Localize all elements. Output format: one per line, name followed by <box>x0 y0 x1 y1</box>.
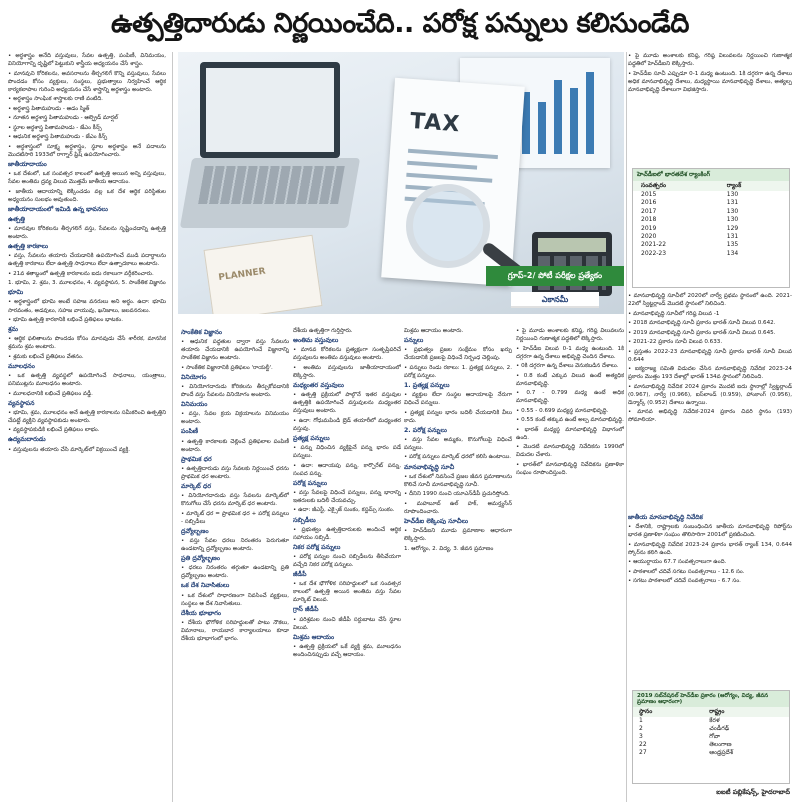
section-heading: గ్రాస్ జీడీపీ <box>293 606 319 614</box>
paragraph: • 2019 మానవాభివృద్ధి సూచీ ప్రకారం భారత్ సూచీ విలువ 0.645. <box>628 329 792 337</box>
table-cell: తెలంగాణ <box>709 741 732 748</box>
column-1 <box>8 52 166 802</box>
table-cell: 130 <box>726 191 739 198</box>
sub-heading: శ్రమ <box>8 326 18 334</box>
paragraph: • ఒక దేశంలో సాధారణంగా నివసించే వ్యక్తులు, సంస్థలు ఆ దేశ నివాసితులు. <box>181 592 289 608</box>
paragraph: • పరిశ్రమల నుంచి జీడీపీ సర్దుబాటు చేసే స్థూల విలువ. <box>293 616 401 632</box>
table-row <box>633 199 789 207</box>
paragraph: • అర్థశాస్త్రం సాంఘిక శాస్త్రాలకు రాణి వంటిది. <box>8 95 166 103</box>
table-cell: 1 <box>639 717 643 724</box>
table-cell: 135 <box>726 241 739 249</box>
table-row <box>633 216 789 224</box>
author-credit: ఐఐటీ పబ్లికేషన్స్, హైదరాబాద్ <box>716 788 790 796</box>
paragraph: • భూమి, శ్రమ, మూలధనం అనే ఉత్పత్తి కారకాలను సమీకరించి ఉత్పత్తిని చేపట్టే వ్యక్తిని వ్యవస్థాపకుడు అంటారు. <box>8 409 166 425</box>
section-heading: పంపిణీ <box>181 428 199 436</box>
column-7 <box>628 292 792 510</box>
table-cell: 2020 <box>641 233 657 241</box>
paragraph: • నూతన అర్థశాస్త్ర పితామహుడు - ఆల్ఫ్రెడ్ మార్షల్ <box>8 114 166 122</box>
table-cell: 22 <box>639 741 647 748</box>
table-cell: 3 <box>639 733 643 740</box>
table-row <box>633 749 789 757</box>
column-5 <box>516 327 624 802</box>
section-heading: 1. ప్రత్యక్ష పన్నులు <box>404 381 450 389</box>
paragraph: • భారత్‌లో మానవాభివృద్ధి నివేదికను ప్రణాళికా సంఘం రూపొందిస్తుంది. <box>516 461 624 477</box>
section-heading: పన్నులు <box>404 337 424 345</box>
paragraph: • అర్థశాస్త్రంలో భూమి అంటే సహజ వనరులు అని అర్థం. ఉదా: భూమి సారవంతం, అడవులు, సహజ వాయువు, ఖనిజాలు, జలవనరులు. <box>8 298 166 314</box>
paragraph: • స్థూల అర్థశాస్త్ర పితామహుడు - జేఎం కీన్స్ <box>8 124 166 132</box>
paragraph: • వస్తు, సేవలను తయారు చేయడానికి ఉపయోగించే ముడి పదార్థాలను ఉత్పత్తి కారకాలు లేదా ఉత్పత్తి సాధనాలు లేదా ఉత్పాదకాలు అంటారు. <box>8 252 166 268</box>
table-cell: ఆంధ్రప్రదేశ్ <box>709 749 734 756</box>
paragraph: • అంతిమ వస్తువులను జాతీయాదాయంలో లెక్కిస్తారు. <box>293 364 401 380</box>
table-cell: చండీగఢ్ <box>709 725 730 732</box>
table-cell: 134 <box>726 249 739 257</box>
paragraph: • దేశానికి, రాష్ట్రాలకు సంబంధించిన జాతీయ మానవాభివృద్ధి రిపోర్ట్‌ను భారత ప్రణాళికా సంఘం తొలిసారిగా 2001లో ప్రకటించింది. <box>628 523 792 539</box>
paragraph: • పరోక్ష పన్నుల నుంచి సబ్సిడీలను తీసివేయగా వచ్చేది నికర పరోక్ష పన్నులు. <box>293 553 401 569</box>
table-cell: 129 <box>726 224 739 232</box>
paragraph: • శ్రమకు లభించే ప్రతిఫలం వేతనం. <box>8 353 166 361</box>
paragraph: • మహబూబ్ ఉల్ హక్, అమర్త్యసేన్ రూపొందించారు. <box>404 500 512 516</box>
paragraph: • మానవ అభివృద్ధి నివేదిక-2024 ప్రకారం చివరి స్థానం (193) సోమాలియా. <box>628 408 792 424</box>
paragraph: • ఆధునిక అర్థశాస్త్ర పితామహుడు - జేఎం కీన్స్ <box>8 133 166 141</box>
sub-heading: ఉత్పత్తి కారకాలు <box>8 243 49 251</box>
paragraph: • మార్కెట్ ధర = ప్రాథమిక ధర + పరోక్ష పన్నులు - సబ్సిడీలు <box>181 510 289 526</box>
section-heading: ప్రత్యక్ష పన్నులు <box>293 434 330 442</box>
table-row <box>633 233 789 241</box>
paragraph: 1. భూమి, 2. శ్రమ, 3. మూలధనం, 4. వ్యవస్థాపన, 5. సాంకేతిక విజ్ఞానం <box>8 280 166 287</box>
table-row <box>633 241 789 249</box>
paragraph: దేశీయ ఉత్పత్తిగా గుర్తిస్తారు. <box>293 328 353 334</box>
planner-label: PLANNER <box>217 266 267 284</box>
table-cell: 2 <box>639 725 643 732</box>
paragraph: • అర్థశాస్త్రం అనేది వస్తువులు, సేవల ఉత్పత్తి, పంపిణీ, వినిమయం, వినియోగాన్ని దృష్టిలో పెట్టుకుని శాస్త్రీయ అధ్యయనం చేసే శాస్త్రం. <box>8 52 166 68</box>
paragraph: • 0కి దగ్గరగా ఉన్న దేశాలు వెనుకబడిన దేశాలు. <box>516 362 624 370</box>
paragraph: • ఉదా: ఆదాయపు పన్ను, కార్పొరేట్ పన్ను, సంపద పన్ను. <box>293 462 401 478</box>
table-row <box>633 717 789 725</box>
section-heading: అంతిమ వస్తువులు <box>293 337 339 345</box>
paragraph: • పరోక్ష పన్నులు మార్కెట్ ధరలో కలిసి ఉంటాయి. <box>404 453 512 461</box>
section-heading: నికర పరోక్ష పన్నులు <box>293 543 341 551</box>
paragraph: • 0.8 కంటే ఎక్కువ విలువ ఉంటే అత్యధిక మానవాభివృద్ధి. <box>516 372 624 388</box>
paragraph: • ఆయుర్దాయం 67.7 సంవత్సరాలుగా ఉంది. <box>628 558 792 566</box>
table-row <box>633 208 789 216</box>
paragraph: • 0.55 కంటే తక్కువ ఉంటే అల్ప మానవాభివృద్ధి. <box>516 416 624 424</box>
paragraph: • మానవాభివృద్ధి నివేదిక 2024 ప్రకారం మొదటి ఐదు స్థానాల్లో స్విట్జర్లాండ్ (0.967), నార్వే (0.966), ఐస్‌లాండ్ (0.959), హాంకాంగ్ (0.956), డెన్మార్క్ (0.952) దేశాలు ఉన్నాయి. <box>628 383 792 407</box>
paragraph: • సాంకేతిక విజ్ఞానానికి ప్రతిఫలం 'రాయల్టీ'. <box>181 364 289 372</box>
table-cell: 131 <box>726 233 739 241</box>
paragraph: • ఒక దేశంలో నివసించే ప్రజల జీవన ప్రమాణాలను కొలిచే సూచీ మానవాభివృద్ధి సూచీ. <box>404 473 512 489</box>
paragraph: • ఉత్పత్తి కారకాలకు చెల్లించే ప్రతిఫలాల పంపిణీ అంటారు. <box>181 438 289 454</box>
paragraph: • ఆర్థిక ఫలితాలను పొందడం కోసం మానవుడు చేసే శారీరక, మానసిక శ్రమను శ్రమ అంటారు. <box>8 335 166 351</box>
section-heading: జాతీయ మానవాభివృద్ధి నివేదిక <box>628 514 703 521</box>
table-header: ర్యాంక్ <box>719 181 789 191</box>
sub-heading: వ్యవస్థాపన <box>8 399 35 407</box>
laptop-icon <box>200 62 340 158</box>
paragraph: • హెచ్‌డీఐని మూడు ప్రమాణాల ఆధారంగా లెక్కిస్తారు. <box>404 527 512 543</box>
column-divider <box>626 52 627 802</box>
table-cell: 2016 <box>641 199 657 207</box>
table-row <box>633 225 789 233</box>
section-heading: ప్రతి ద్రవ్యోల్బణం <box>181 555 221 563</box>
paragraph: • హెచ్‌డీఐ విలువ 0-1 మధ్య ఉంటుంది. 1కి దగ్గరగా ఉన్న దేశాలు అభివృద్ధి చెందిన దేశాలు. <box>516 345 624 361</box>
paragraph: • పై మూడు అంశాలకు కనిష్ఠ, గరిష్ఠ విలువలను నిర్ణయించి గుణాత్మక పద్ధతిలో హెచ్‌డీఐని లెక్కిస్తారు. <box>628 52 792 68</box>
table-header: సంవత్సరం <box>633 181 719 191</box>
table-row <box>633 741 789 749</box>
paragraph: • 2018 మానవాభివృద్ధి సూచీ ప్రకారం భారత్ సూచీ విలువ 0.642. <box>628 319 792 327</box>
paragraph: • ఐక్యరాజ్య సమితి విడుదల చేసిన మానవాభివృద్ధి నివేదిక 2023-24 ప్రకారం మొత్తం 193 దేశాల్లో భారత్ 134వ స్థానంలో నిలిచింది. <box>628 365 792 381</box>
column-2 <box>181 327 289 802</box>
table-cell: గోవా <box>709 733 721 740</box>
paragraph: • ప్రత్యక్ష పన్నుల భారం బదిలీ చేయడానికి వీలు కాదు. <box>404 409 512 425</box>
section-heading: సబ్సిడీలు <box>293 516 316 524</box>
column-7-continued <box>628 512 792 688</box>
paragraph: • 2021-22 ప్రకారం సూచీ విలువ 0.633. <box>628 338 792 346</box>
section-heading: ఒక దేశ నివాసితులు <box>181 582 230 590</box>
section-heading: మానవాభివృద్ధి సూచీ <box>404 463 455 471</box>
paragraph: • ఆధునిక పద్ధతుల ద్వారా వస్తు సేవలను తయారు చేయడానికి ఉపయోగించే విజ్ఞానాన్ని సాంకేతిక విజ్ఞానం అంటారు. <box>181 338 289 362</box>
table-cell: 2015 <box>641 191 657 198</box>
paragraph: • అర్థశాస్త్రంలో సూక్ష్మ అర్థశాస్త్రం, స్థూల అర్థశాస్త్రం అనే పదాలను మొదటిసారి 1933లో రాగ్నార్ ఫ్రిష్ ఉపయోగించారు. <box>8 143 166 159</box>
table-row <box>633 250 789 258</box>
paragraph: • దీనిని 1990 నుంచి యూఎన్‌డీపీ ప్రచురిస్తోంది. <box>404 490 512 498</box>
section-heading: దేశీయ భూభాగం <box>181 609 222 617</box>
table-cell: 27 <box>639 749 647 756</box>
paragraph: • 0.7 - 0.799 మధ్య ఉంటే అధిక మానవాభివృద్ధి. <box>516 389 624 405</box>
paragraph: • ఒక దేశంలో, ఒక సంవత్సర కాలంలో ఉత్పత్తి అయిన అన్ని వస్తువులు, సేవల అంతిమ ద్రవ్య విలువ మొత్తమే జాతీయ ఆదాయం. <box>8 170 166 186</box>
paragraph: • భూమి ఉత్పత్తి కారకానికి లభించే ప్రతిఫలం భాటకం. <box>8 316 166 324</box>
paragraph: • ఒక ఉత్పత్తి వ్యవస్థలో ఉపయోగించే సాధనాలు, యంత్రాలు, పనిముట్లను మూలధనం అంటారు. <box>8 372 166 388</box>
paragraph: • పై మూడు అంశాలకు కనిష్ఠ, గరిష్ఠ విలువలను నిర్ణయించి గుణాత్మక పద్ధతిలో లెక్కిస్తారు. <box>516 327 624 343</box>
section-heading: మధ్యంతర వస్తువులు <box>293 381 344 389</box>
paragraph: • ప్రభుత్వం ప్రజల సంక్షేమం కోసం ఖర్చు చేయడానికి ప్రజలపై విధించే నిర్బంధ చెల్లింపు. <box>404 346 512 362</box>
tax-label: TAX <box>409 108 462 138</box>
paragraph: • మానవాభివృద్ధి సూచీలో 2020లో నార్వే ప్రథమ స్థానంలో ఉంది. 2021-22లో స్విట్జర్లాండ్ మొదటి స్థానంలో నిలిచింది. <box>628 292 792 308</box>
paragraph: • వస్తు సేవలపై విధించే పన్నులు, పన్ను భారాన్ని ఇతరులకు బదిలీ చేయవచ్చు. <box>293 489 401 505</box>
section-heading: జాతీయాదాయంలో ఇమిడి ఉన్న భావనలు <box>8 205 108 213</box>
paragraph: • వస్తు, సేవల క్రయ విక్రయాలను వినిమయం అంటారు. <box>181 410 289 426</box>
paragraph: • వస్తు సేవల అమ్మకం, కొనుగోలుపై విధించే పన్నులు. <box>404 436 512 452</box>
paragraph: • ఒక దేశ భౌగోళిక సరిహద్దులలో ఒక సంవత్సర కాలంలో ఉత్పత్తి అయిన అంతిమ వస్తు సేవల మార్కెట్ విలువ. <box>293 580 401 604</box>
paragraph: • మొదటి మానవాభివృద్ధి నివేదికను 1990లో విడుదల చేశారు. <box>516 443 624 459</box>
table-row <box>633 191 789 199</box>
paragraph: • ప్రభుత్వం ఉత్పత్తిదారులకు అందించే ఆర్థిక సహాయం సబ్సిడీ. <box>293 526 401 542</box>
section-heading: వినియోగం <box>181 373 207 381</box>
table-cell: 131 <box>726 199 739 207</box>
paragraph: • జాతీయ ఆదాయాన్ని లెక్కించడం వల్ల ఒక దేశ ఆర్థిక పరిస్థితుల అధ్యయనం సులభం అవుతుంది. <box>8 188 166 204</box>
paragraph: • వస్తువులను తయారు చేసి మార్కెట్‌లో విక్రయించే వ్యక్తి. <box>8 446 166 454</box>
table-row <box>633 733 789 741</box>
state-hdi-table <box>632 690 790 784</box>
paragraph: • ఉదా: జీఎస్టీ, ఎక్సైజ్ సుంకం, కస్టమ్స్ సుంకం. <box>293 506 401 514</box>
paragraph: • పాఠశాలలో చదివే సగటు సంవత్సరాలు - 12.6 సం. <box>628 568 792 576</box>
exam-banner: గ్రూప్-2/ పోటీ పరీక్షల ప్రత్యేకం <box>486 266 624 286</box>
sub-heading: మూలధనం <box>8 362 35 370</box>
planner-notebook <box>204 235 323 314</box>
section-heading: వినిమయం <box>181 401 208 409</box>
table-cell: 2018 <box>641 216 657 224</box>
section-heading: జీడీపీ <box>293 571 307 579</box>
table-header: రాష్ట్రం <box>703 707 789 717</box>
section-heading: జాతీయాదాయం <box>8 160 47 168</box>
table-cell: 130 <box>726 207 739 215</box>
column-divider <box>172 52 173 802</box>
table-cell: 130 <box>726 216 739 224</box>
paragraph: • సగటు పాఠశాలలో చదివే సంవత్సరాలు - 6.7 సం. <box>628 577 792 585</box>
sub-heading: ఉద్యమదారుడు <box>8 436 46 444</box>
table-header: స్థానం <box>633 707 703 717</box>
keyboard-icon <box>180 158 360 228</box>
paragraph: • వస్తు సేవల ధరలు నిరంతరం పెరుగుతూ ఉండటాన్ని ద్రవ్యోల్బణం అంటారు. <box>181 537 289 553</box>
headline: ఉత్పత్తిదారుడు నిర్ణయించేది.. పరోక్ష పన్నులు కలిసుండేది <box>111 8 689 39</box>
table-cell: 2022-23 <box>641 249 667 257</box>
paragraph: • మానవాభివృద్ధి సూచీలో గరిష్ఠ విలువ -1 <box>628 310 792 318</box>
section-heading: హెచ్‌డీఐ లెక్కింపు సూచీలు <box>404 517 468 525</box>
paragraph: • ఉత్పత్తిదారుడు వస్తు సేవలకు నిర్ణయించే ధరను ప్రాథమిక ధర అంటారు. <box>181 465 289 481</box>
paragraph: • వినియోగదారుడు కోరికలను తీర్చుకోవడానికి పొందే వస్తు సేవలను వినియోగం అంటారు. <box>181 383 289 399</box>
table-cell: కేరళ <box>709 717 720 724</box>
paragraph: 1. ఆరోగ్యం, 2. విద్య, 3. జీవన ప్రమాణం <box>404 545 494 552</box>
paragraph: • మానవుల కోరికలను తీర్చగలిగే వస్తు, సేవలను సృష్టించడాన్ని ఉత్పత్తి అంటారు. <box>8 225 166 241</box>
paragraph: మిశ్రమ ఆదాయం అంటారు. <box>404 328 464 334</box>
paragraph: • మానవ కోరికలను ప్రత్యక్షంగా సంతృప్తిపరిచే వస్తువులను అంతిమ వస్తువులు అంటారు. <box>293 346 401 362</box>
hdi-ranking-table <box>632 168 790 288</box>
paragraph: • పన్ను విధించిన వ్యక్తిపైనే పన్ను భారం పడే పన్నులు. <box>293 444 401 460</box>
paragraph: • 0.55 - 0.699 మధ్యస్థ మానవాభివృద్ధి. <box>516 407 624 415</box>
column-4 <box>404 327 512 802</box>
paragraph: • ఉత్పత్తి ప్రక్రియలో ఒకే వ్యక్తి శ్రమ, మూలధనం అందించినప్పుడు వచ్చే ఆదాయం. <box>293 643 401 659</box>
section-heading: ద్రవ్యోల్బణం <box>181 527 209 535</box>
paragraph: • వినియోగదారుడు వస్తు సేవలను మార్కెట్‌లో కొనుగోలు చేసే ధరను మార్కెట్ ధర అంటారు. <box>181 492 289 508</box>
paragraph: • మానవుని కోరికలను, అవసరాలను తీర్చగలిగే కొన్ని వస్తువులు, సేవలు పొందడం కోసం వ్యక్తులు, సంస్థలు, ప్రభుత్వాలు నిర్వహించే ఆర్థిక కార్యకలాపాల గురించి అధ్యయనం చేసే శాస్త్రాన్ని అర్థశాస్త్రం అంటారు. <box>8 70 166 94</box>
table-cell: 2021-22 <box>641 241 667 249</box>
magnifier-icon <box>406 184 490 268</box>
paragraph: • వ్యక్తుల లేదా సంస్థల ఆదాయాలపై నేరుగా విధించే పన్నులు. <box>404 391 512 407</box>
section-heading: మార్కెట్ ధర <box>181 482 212 490</box>
table-title: 2019 సబ్‌నేషనల్ హెచ్‌డీఐ ప్రకారం (ఆరోగ్యం, విద్య, జీవన ప్రమాణం ఆధారంగా) <box>633 691 789 707</box>
paragraph: • పన్నులు రెండు రకాలు: 1. ప్రత్యక్ష పన్నులు, 2. పరోక్ష పన్నులు. <box>404 364 512 380</box>
table-cell: 2017 <box>641 207 657 215</box>
paragraph: • ఉత్పత్తి ప్రక్రియలో పాల్గొనే ఇతర వస్తువుల ఉత్పత్తికి ఉపయోగించే వస్తువులను మధ్యంతర వస్తువులు అంటారు. <box>293 391 401 415</box>
section-heading: పరోక్ష పన్నులు <box>293 479 328 487</box>
paragraph: • వ్యవస్థాపకుడికి లభించే ప్రతిఫలం లాభం. <box>8 426 166 434</box>
section-heading: మిశ్రమ ఆదాయం <box>293 633 335 641</box>
subject-label: ఎకానమీ <box>511 292 599 308</box>
section-heading: సాంకేతిక విజ్ఞానం <box>181 329 223 336</box>
sub-heading: భూమి <box>8 289 24 297</box>
section-heading: 2. పరోక్ష పన్నులు <box>404 426 447 434</box>
paragraph: • మానవాభివృద్ధి నివేదిక 2023-24 ప్రకారం భారత్ ర్యాంక్ 134, 0.644 స్కోర్‌ను కలిగి ఉంది. <box>628 541 792 557</box>
column-6 <box>628 52 792 164</box>
paragraph: • ప్రస్తుతం 2022-23 మానవాభివృద్ధి సూచీ ప్రకారం భారత్ సూచీ విలువ 0.644 <box>628 348 792 364</box>
paragraph: • దేశీయ భౌగోళిక సరిహద్దులతో పాటు నౌకలు, విమానాలు, రాయబార కార్యాలయాలు కూడా దేశీయ భూభాగంలో భాగం. <box>181 619 289 643</box>
paragraph: • ఉదా: గోధుమపిండి బ్రెడ్ తయారీలో మధ్యంతర వస్తువు. <box>293 417 401 433</box>
paragraph: • భారత్ మధ్యస్థ మానవాభివృద్ధి విభాగంలో ఉంది. <box>516 426 624 442</box>
section-heading: ప్రాథమిక ధర <box>181 455 212 463</box>
table-title: హెచ్‌డీఐలో భారతదేశ ర్యాంకింగ్ <box>633 169 789 181</box>
calculator-icon <box>532 232 612 296</box>
paragraph: • ధరలు నిరంతరం తగ్గుతూ ఉండటాన్ని ప్రతి ద్రవ్యోల్బణం అంటారు. <box>181 564 289 580</box>
paragraph: • అర్థశాస్త్ర పితామహుడు - ఆడం స్మిత్ <box>8 105 166 113</box>
column-3 <box>293 327 401 802</box>
table-cell: 2019 <box>641 224 657 232</box>
paragraph: • హెచ్‌డీఐ సూచీ ఎప్పుడూ 0-1 మధ్య ఉంటుంది. 1కి దగ్గరగా ఉన్న దేశాలు అధిక మానవాభివృద్ధి దేశాలు, మధ్యస్థాయి మానవాభివృద్ధి దేశాలు, అత్యల్ప మానవాభివృద్ధి దేశాలుగా విభజిస్తారు. <box>628 70 792 94</box>
paragraph: • 21వ శతాబ్దంలో ఉత్పత్తి కారకాలను ఐదు రకాలుగా వర్గీకరించారు. <box>8 270 166 278</box>
paragraph: • మూలధనానికి లభించే ప్రతిఫలం వడ్డీ. <box>8 390 166 398</box>
sub-heading: ఉత్పత్తి <box>8 215 25 223</box>
table-row <box>633 725 789 733</box>
